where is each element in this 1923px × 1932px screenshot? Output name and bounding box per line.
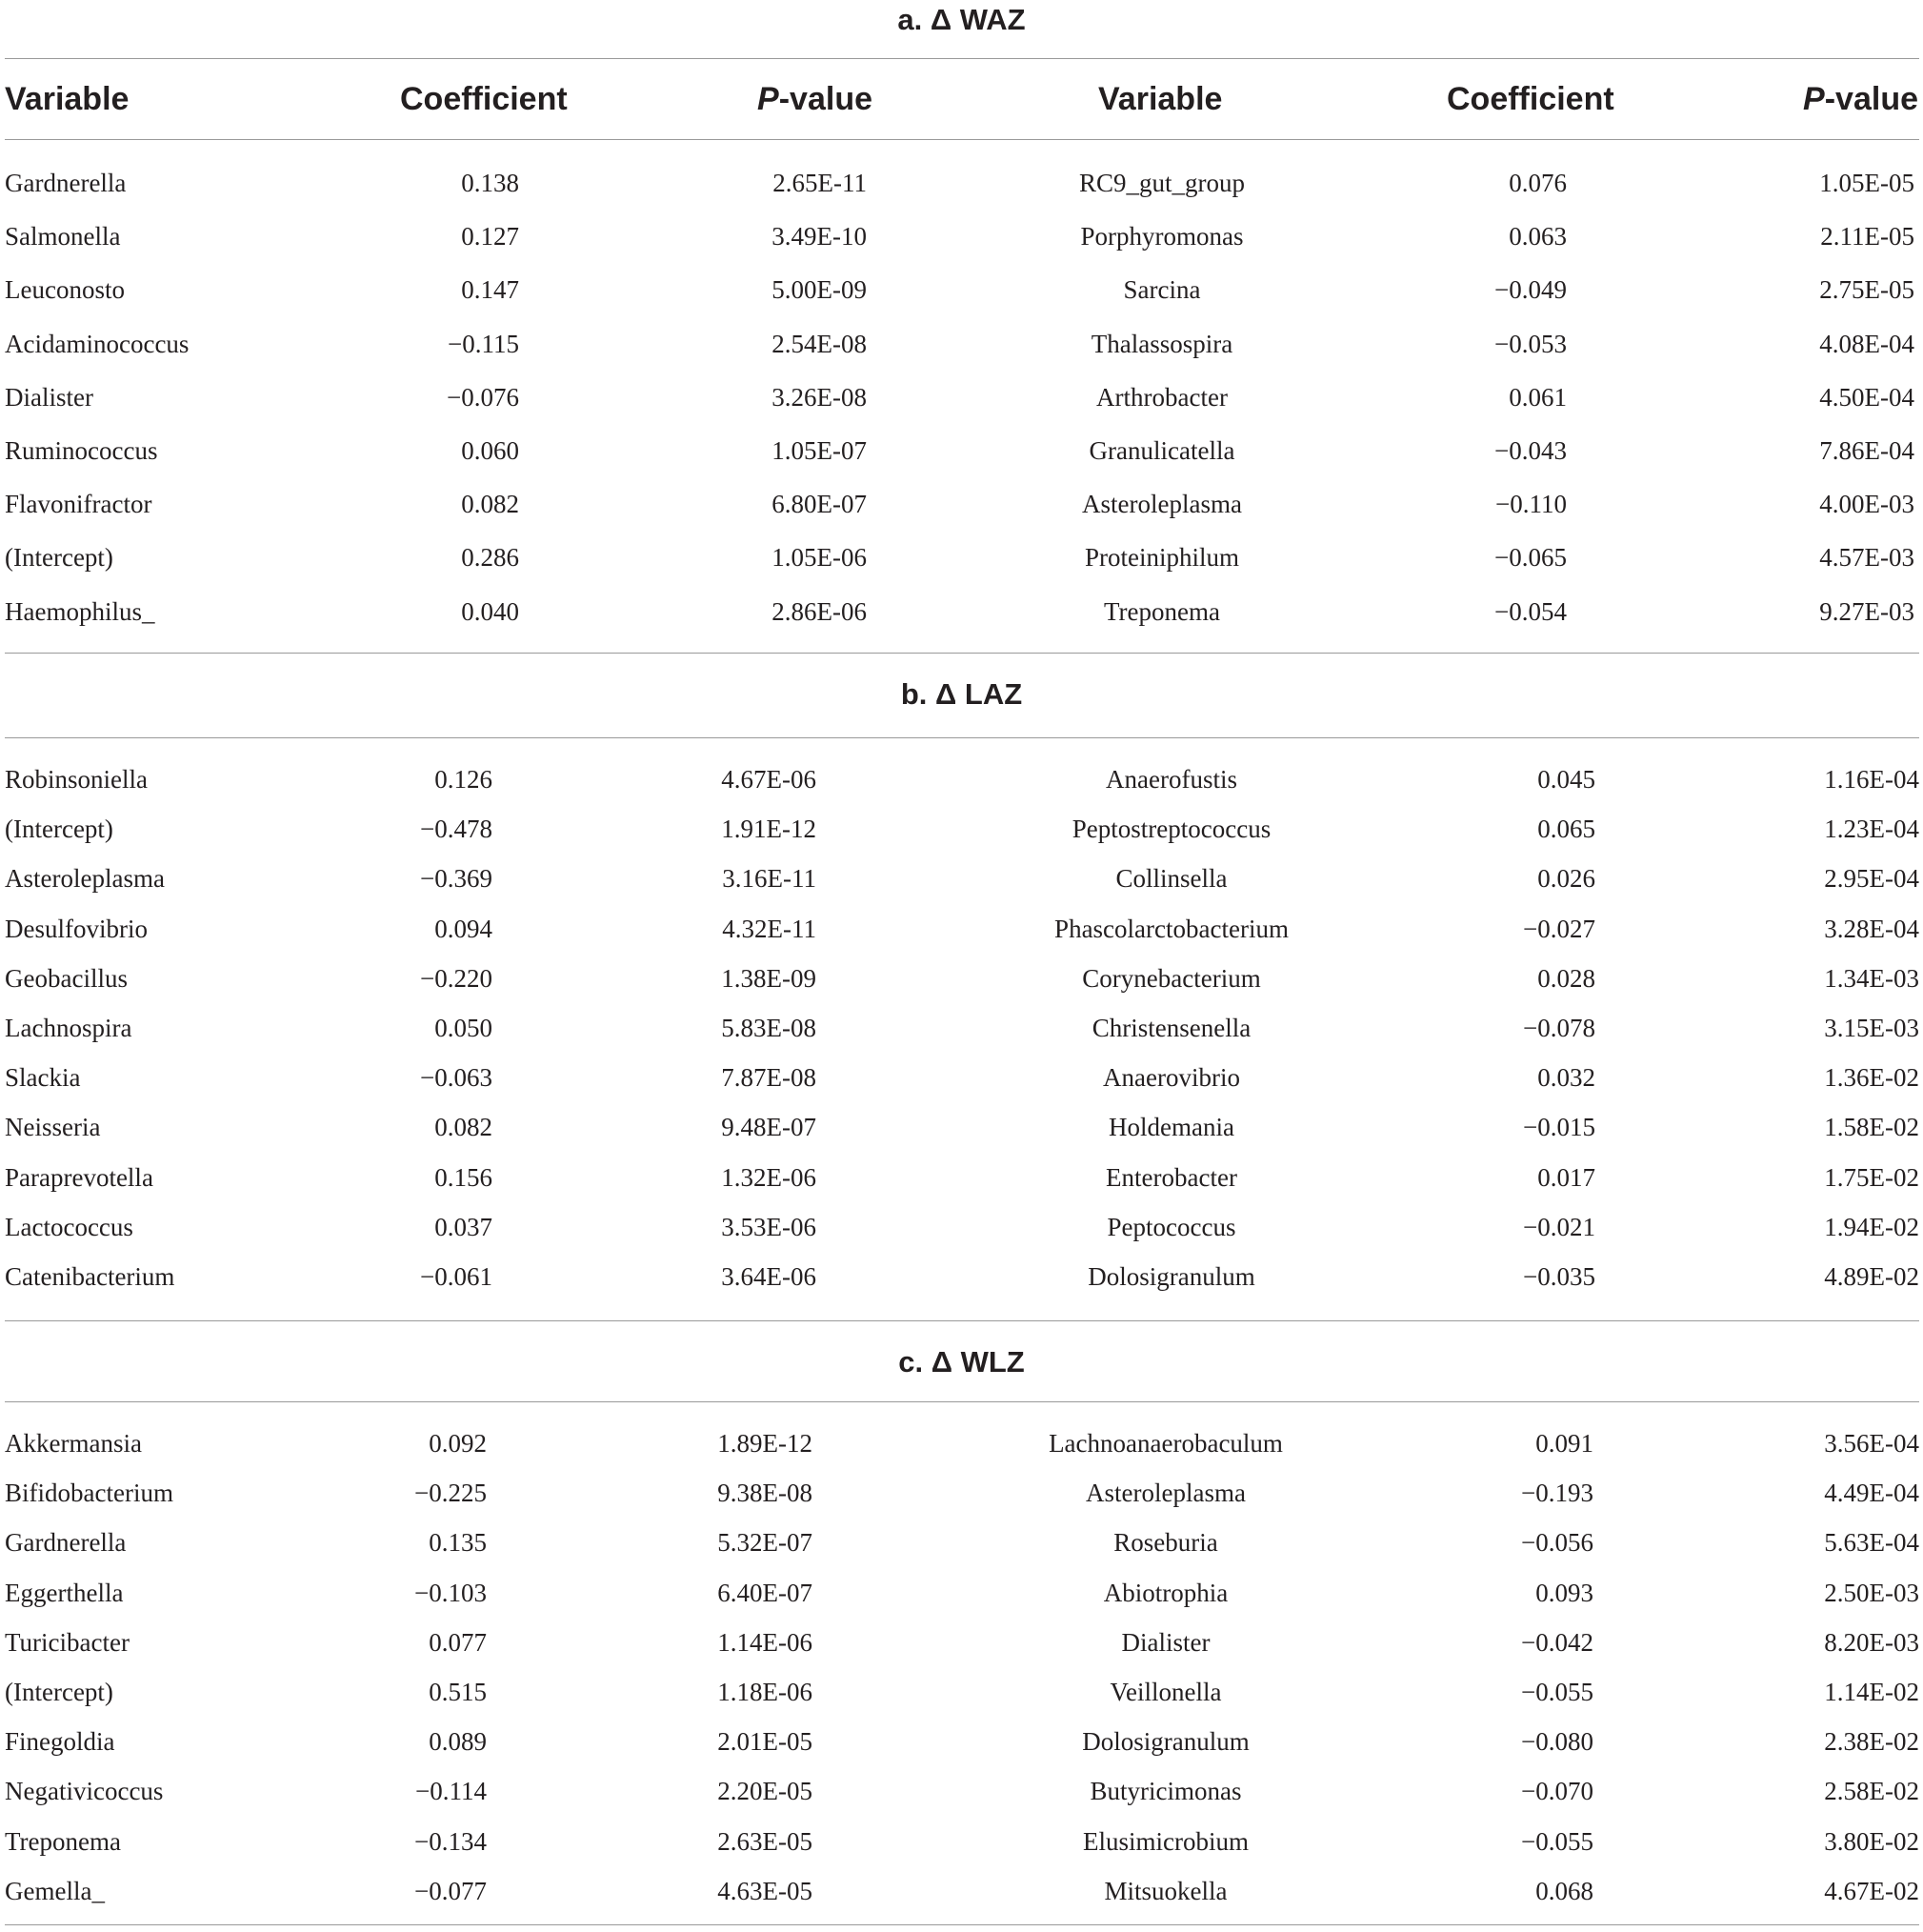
table-row-variable: Porphyromonas	[1080, 222, 1244, 252]
table-row-coefficient: −0.070	[1521, 1777, 1593, 1806]
table-row-variable: Turicibacter	[5, 1627, 130, 1657]
table-row-pvalue: 7.87E-08	[721, 1063, 816, 1093]
table-row-coefficient: −0.055	[1521, 1678, 1593, 1706]
p-italic: P	[1803, 81, 1825, 117]
header-bottom-rule	[5, 139, 1919, 140]
col-header-variable-right: Variable	[1098, 81, 1223, 117]
table-row-pvalue: 3.80E-02	[1824, 1826, 1919, 1856]
table-row-pvalue: 8.20E-03	[1824, 1627, 1919, 1657]
table-row-coefficient: 0.286	[461, 543, 519, 573]
table-row-variable: Peptostreptococcus	[1072, 815, 1272, 844]
table-row-variable: Neisseria	[5, 1113, 101, 1142]
table-row-variable: Asteroleplasma	[1086, 1479, 1246, 1508]
table-row-pvalue: 1.05E-06	[771, 543, 867, 573]
table-row-coefficient: 0.126	[434, 765, 492, 794]
table-row-coefficient: 0.138	[461, 169, 519, 197]
table-row-coefficient: 0.060	[461, 436, 519, 465]
table-row-variable: (Intercept)	[5, 1678, 113, 1706]
table-row-variable: Desulfovibrio	[5, 914, 148, 943]
table-row-coefficient: −0.056	[1521, 1528, 1593, 1558]
table-row-variable: Anaerovibrio	[1103, 1063, 1240, 1093]
section-bottom-rule	[5, 1924, 1919, 1925]
table-row-coefficient: 0.050	[434, 1014, 492, 1042]
table-row-pvalue: 2.11E-05	[1820, 222, 1914, 252]
table-row-variable: Enterobacter	[1106, 1162, 1237, 1192]
table-row-pvalue: 2.54E-08	[771, 329, 867, 358]
table-row-coefficient: 0.045	[1537, 765, 1595, 794]
table-row-pvalue: 4.89E-02	[1824, 1262, 1919, 1291]
table-row-coefficient: −0.035	[1523, 1262, 1595, 1291]
table-row-coefficient: −0.021	[1523, 1212, 1595, 1241]
table-row-coefficient: −0.225	[414, 1479, 487, 1508]
table-row-pvalue: 1.38E-09	[721, 963, 816, 993]
table-row-coefficient: 0.076	[1509, 169, 1567, 197]
table-row-coefficient: 0.092	[429, 1429, 487, 1458]
table-row-pvalue: 2.75E-05	[1819, 275, 1914, 305]
table-row-coefficient: 0.026	[1537, 864, 1595, 894]
table-row-variable: Paraprevotella	[5, 1162, 153, 1192]
table-row-variable: Phascolarctobacterium	[1054, 914, 1289, 943]
table-row-coefficient: 0.127	[461, 222, 519, 252]
table-row-variable: Proteiniphilum	[1085, 543, 1239, 573]
table-row-variable: Lactococcus	[5, 1212, 133, 1241]
table-row-coefficient: 0.147	[461, 275, 519, 305]
table-row-pvalue: 3.64E-06	[721, 1262, 816, 1291]
table-row-variable: Catenibacterium	[5, 1262, 175, 1291]
table-row-variable: Holdemania	[1109, 1113, 1234, 1142]
section-bottom-rule	[5, 653, 1919, 654]
table-row-coefficient: −0.114	[415, 1777, 487, 1806]
table-row-pvalue: 1.16E-04	[1824, 765, 1919, 794]
table-row-pvalue: 1.32E-06	[721, 1162, 816, 1192]
table-row-variable: Haemophilus_	[5, 596, 155, 626]
table-row-coefficient: −0.065	[1494, 543, 1567, 573]
table-row-pvalue: 5.83E-08	[721, 1014, 816, 1042]
section-title: c. Δ WLZ	[898, 1345, 1025, 1379]
section-bottom-rule	[5, 1320, 1919, 1321]
table-row-coefficient: −0.027	[1523, 914, 1595, 943]
table-row-pvalue: 3.49E-10	[771, 222, 867, 252]
table-row-pvalue: 2.63E-05	[717, 1826, 812, 1856]
table-row-pvalue: 2.86E-06	[771, 596, 867, 626]
table-row-variable: Collinsella	[1115, 864, 1228, 894]
table-row-variable: Arthrobacter	[1096, 382, 1228, 412]
table-row-variable: Peptococcus	[1107, 1212, 1236, 1241]
table-row-coefficient: −0.080	[1521, 1727, 1593, 1757]
table-row-coefficient: −0.193	[1521, 1479, 1593, 1508]
table-row-variable: Eggerthella	[5, 1578, 124, 1607]
table-row-pvalue: 4.67E-06	[721, 765, 816, 794]
table-row-coefficient: −0.078	[1523, 1014, 1595, 1042]
table-row-variable: Asteroleplasma	[1082, 490, 1242, 519]
table-row-coefficient: 0.135	[429, 1528, 487, 1558]
table-row-coefficient: −0.134	[414, 1826, 487, 1856]
table-row-variable: Dolosigranulum	[1088, 1262, 1255, 1291]
table-row-variable: Mitsuokella	[1104, 1876, 1228, 1905]
table-row-pvalue: 3.28E-04	[1824, 914, 1919, 943]
table-row-variable: Finegoldia	[5, 1727, 115, 1757]
table-row-pvalue: 4.49E-04	[1824, 1479, 1919, 1508]
table-row-pvalue: 1.36E-02	[1824, 1063, 1919, 1093]
table-row-variable: Dialister	[1121, 1627, 1211, 1657]
table-row-pvalue: 1.89E-12	[717, 1429, 812, 1458]
table-row-coefficient: 0.077	[429, 1627, 487, 1657]
table-row-pvalue: 1.34E-03	[1824, 963, 1919, 993]
table-row-coefficient: 0.091	[1535, 1429, 1593, 1458]
table-row-pvalue: 4.63E-05	[717, 1876, 812, 1905]
p-italic: P	[757, 81, 779, 117]
col-header-coefficient-right: Coefficient	[1447, 81, 1614, 117]
table-row-pvalue: 1.14E-02	[1824, 1678, 1919, 1706]
table-row-pvalue: 1.75E-02	[1824, 1162, 1919, 1192]
table-row-variable: Gardnerella	[5, 169, 127, 197]
table-row-coefficient: −0.055	[1521, 1826, 1593, 1856]
table-row-coefficient: 0.061	[1509, 382, 1567, 412]
table-row-coefficient: 0.017	[1537, 1162, 1595, 1192]
table-row-pvalue: 4.32E-11	[722, 914, 816, 943]
table-row-coefficient: −0.110	[1495, 490, 1567, 519]
table-row-variable: Flavonifractor	[5, 490, 152, 519]
table-row-pvalue: 3.15E-03	[1824, 1014, 1919, 1042]
table-row-variable: Leuconosto	[5, 275, 125, 305]
table-row-coefficient: −0.103	[414, 1578, 487, 1607]
table-row-coefficient: 0.065	[1537, 815, 1595, 844]
table-row-coefficient: 0.068	[1535, 1876, 1593, 1905]
table-row-pvalue: 3.16E-11	[722, 864, 816, 894]
table-row-coefficient: 0.032	[1537, 1063, 1595, 1093]
table-row-pvalue: 2.58E-02	[1824, 1777, 1919, 1806]
table-row-variable: Lachnospira	[5, 1014, 132, 1042]
table-row-variable: Akkermansia	[5, 1429, 142, 1458]
table-row-pvalue: 4.57E-03	[1819, 543, 1914, 573]
table-row-coefficient: −0.053	[1494, 329, 1567, 358]
table-row-coefficient: 0.063	[1509, 222, 1567, 252]
table-row-variable: Butyricimonas	[1090, 1777, 1242, 1806]
table-row-pvalue: 4.00E-03	[1819, 490, 1914, 519]
table-row-variable: Geobacillus	[5, 963, 128, 993]
table-row-coefficient: −0.015	[1523, 1113, 1595, 1142]
col-header-variable-left: Variable	[5, 81, 130, 117]
table-row-coefficient: 0.156	[434, 1162, 492, 1192]
table-row-variable: Treponema	[1104, 596, 1220, 626]
table-row-pvalue: 1.05E-05	[1819, 169, 1914, 197]
table-row-pvalue: 4.50E-04	[1819, 382, 1914, 412]
table-row-pvalue: 2.65E-11	[772, 169, 867, 197]
table-row-variable: Abiotrophia	[1103, 1578, 1229, 1607]
table-row-variable: Salmonella	[5, 222, 121, 252]
table-row-variable: Lachnoanaerobaculum	[1049, 1429, 1283, 1458]
table-row-pvalue: 2.01E-05	[717, 1727, 812, 1757]
col-header-pvalue-left: P-value	[757, 81, 872, 117]
table-row-coefficient: −0.115	[448, 329, 519, 358]
table-row-coefficient: 0.037	[434, 1212, 492, 1241]
table-row-pvalue: 1.58E-02	[1824, 1113, 1919, 1142]
table-row-variable: (Intercept)	[5, 543, 113, 573]
table-row-variable: Dolosigranulum	[1082, 1727, 1250, 1757]
table-row-coefficient: 0.515	[429, 1678, 487, 1706]
table-row-coefficient: −0.478	[420, 815, 492, 844]
table-row-pvalue: 2.95E-04	[1824, 864, 1919, 894]
section-title: b. Δ LAZ	[900, 677, 1023, 711]
table-row-coefficient: −0.061	[420, 1262, 492, 1291]
table-row-coefficient: −0.043	[1494, 436, 1567, 465]
section-title-rule	[5, 1401, 1919, 1402]
table-row-variable: Dialister	[5, 382, 93, 412]
table-row-coefficient: 0.089	[429, 1727, 487, 1757]
table-row-variable: Gardnerella	[5, 1528, 127, 1558]
table-row-pvalue: 3.53E-06	[721, 1212, 816, 1241]
table-row-variable: Corynebacterium	[1082, 963, 1261, 993]
table-row-variable: Slackia	[5, 1063, 81, 1093]
table-row-pvalue: 1.18E-06	[717, 1678, 812, 1706]
col-header-pvalue-right: P-value	[1803, 81, 1918, 117]
table-row-pvalue: 1.23E-04	[1824, 815, 1919, 844]
table-row-variable: Gemella_	[5, 1876, 105, 1905]
table-row-pvalue: 1.91E-12	[721, 815, 816, 844]
table-row-variable: Robinsoniella	[5, 765, 148, 794]
table-row-pvalue: 9.48E-07	[721, 1113, 816, 1142]
table-row-pvalue: 5.63E-04	[1824, 1528, 1919, 1558]
table-row-coefficient: −0.076	[447, 382, 519, 412]
table-row-coefficient: −0.054	[1494, 596, 1567, 626]
table-row-pvalue: 2.50E-03	[1824, 1578, 1919, 1607]
table-row-pvalue: 7.86E-04	[1819, 436, 1914, 465]
col-header-coefficient-left: Coefficient	[400, 81, 568, 117]
table-row-coefficient: −0.077	[414, 1876, 487, 1905]
table-row-coefficient: 0.040	[461, 596, 519, 626]
table-row-pvalue: 9.27E-03	[1819, 596, 1914, 626]
table-row-variable: Thalassospira	[1091, 329, 1233, 358]
table-row-pvalue: 6.80E-07	[771, 490, 867, 519]
table-row-variable: (Intercept)	[5, 815, 113, 844]
table-row-variable: Negativicoccus	[5, 1777, 164, 1806]
table-row-pvalue: 5.00E-09	[771, 275, 867, 305]
table-row-pvalue: 6.40E-07	[717, 1578, 812, 1607]
table-row-coefficient: −0.042	[1521, 1627, 1593, 1657]
table-row-pvalue: 4.08E-04	[1819, 329, 1914, 358]
table-row-pvalue: 3.26E-08	[771, 382, 867, 412]
table-row-pvalue: 3.56E-04	[1824, 1429, 1919, 1458]
table-row-variable: Acidaminococcus	[5, 329, 190, 358]
table-row-pvalue: 1.05E-07	[771, 436, 867, 465]
table-row-coefficient: 0.094	[434, 914, 492, 943]
table-row-pvalue: 9.38E-08	[717, 1479, 812, 1508]
table-row-pvalue: 1.14E-06	[717, 1627, 812, 1657]
table-row-coefficient: 0.082	[434, 1113, 492, 1142]
table-row-coefficient: 0.028	[1537, 963, 1595, 993]
table-row-pvalue: 5.32E-07	[717, 1528, 812, 1558]
table-row-variable: Veillonella	[1110, 1678, 1222, 1706]
table-row-coefficient: 0.093	[1535, 1578, 1593, 1607]
table-row-variable: Ruminococcus	[5, 436, 158, 465]
table-row-coefficient: 0.082	[461, 490, 519, 519]
table-row-variable: Roseburia	[1113, 1528, 1218, 1558]
table-row-pvalue: 2.38E-02	[1824, 1727, 1919, 1757]
table-row-coefficient: −0.049	[1494, 275, 1567, 305]
table-row-variable: Christensenella	[1092, 1014, 1252, 1042]
table-row-variable: Bifidobacterium	[5, 1479, 173, 1508]
table-row-pvalue: 2.20E-05	[717, 1777, 812, 1806]
table-row-pvalue: 1.94E-02	[1824, 1212, 1919, 1241]
table-row-variable: Asteroleplasma	[5, 864, 165, 894]
header-top-rule	[5, 58, 1919, 59]
table-row-pvalue: 4.67E-02	[1824, 1876, 1919, 1905]
table-row-variable: Sarcina	[1123, 275, 1201, 305]
table-row-variable: Treponema	[5, 1826, 121, 1856]
section-title: a. Δ WAZ	[897, 3, 1026, 36]
section-title-rule	[5, 737, 1919, 738]
table-row-coefficient: −0.063	[420, 1063, 492, 1093]
table-row-variable: RC9_gut_group	[1078, 169, 1245, 197]
table-row-variable: Granulicatella	[1089, 436, 1235, 465]
table-row-variable: Elusimicrobium	[1083, 1826, 1249, 1856]
table-row-coefficient: −0.220	[420, 963, 492, 993]
table-row-variable: Anaerofustis	[1106, 765, 1237, 794]
table-row-coefficient: −0.369	[420, 864, 492, 894]
